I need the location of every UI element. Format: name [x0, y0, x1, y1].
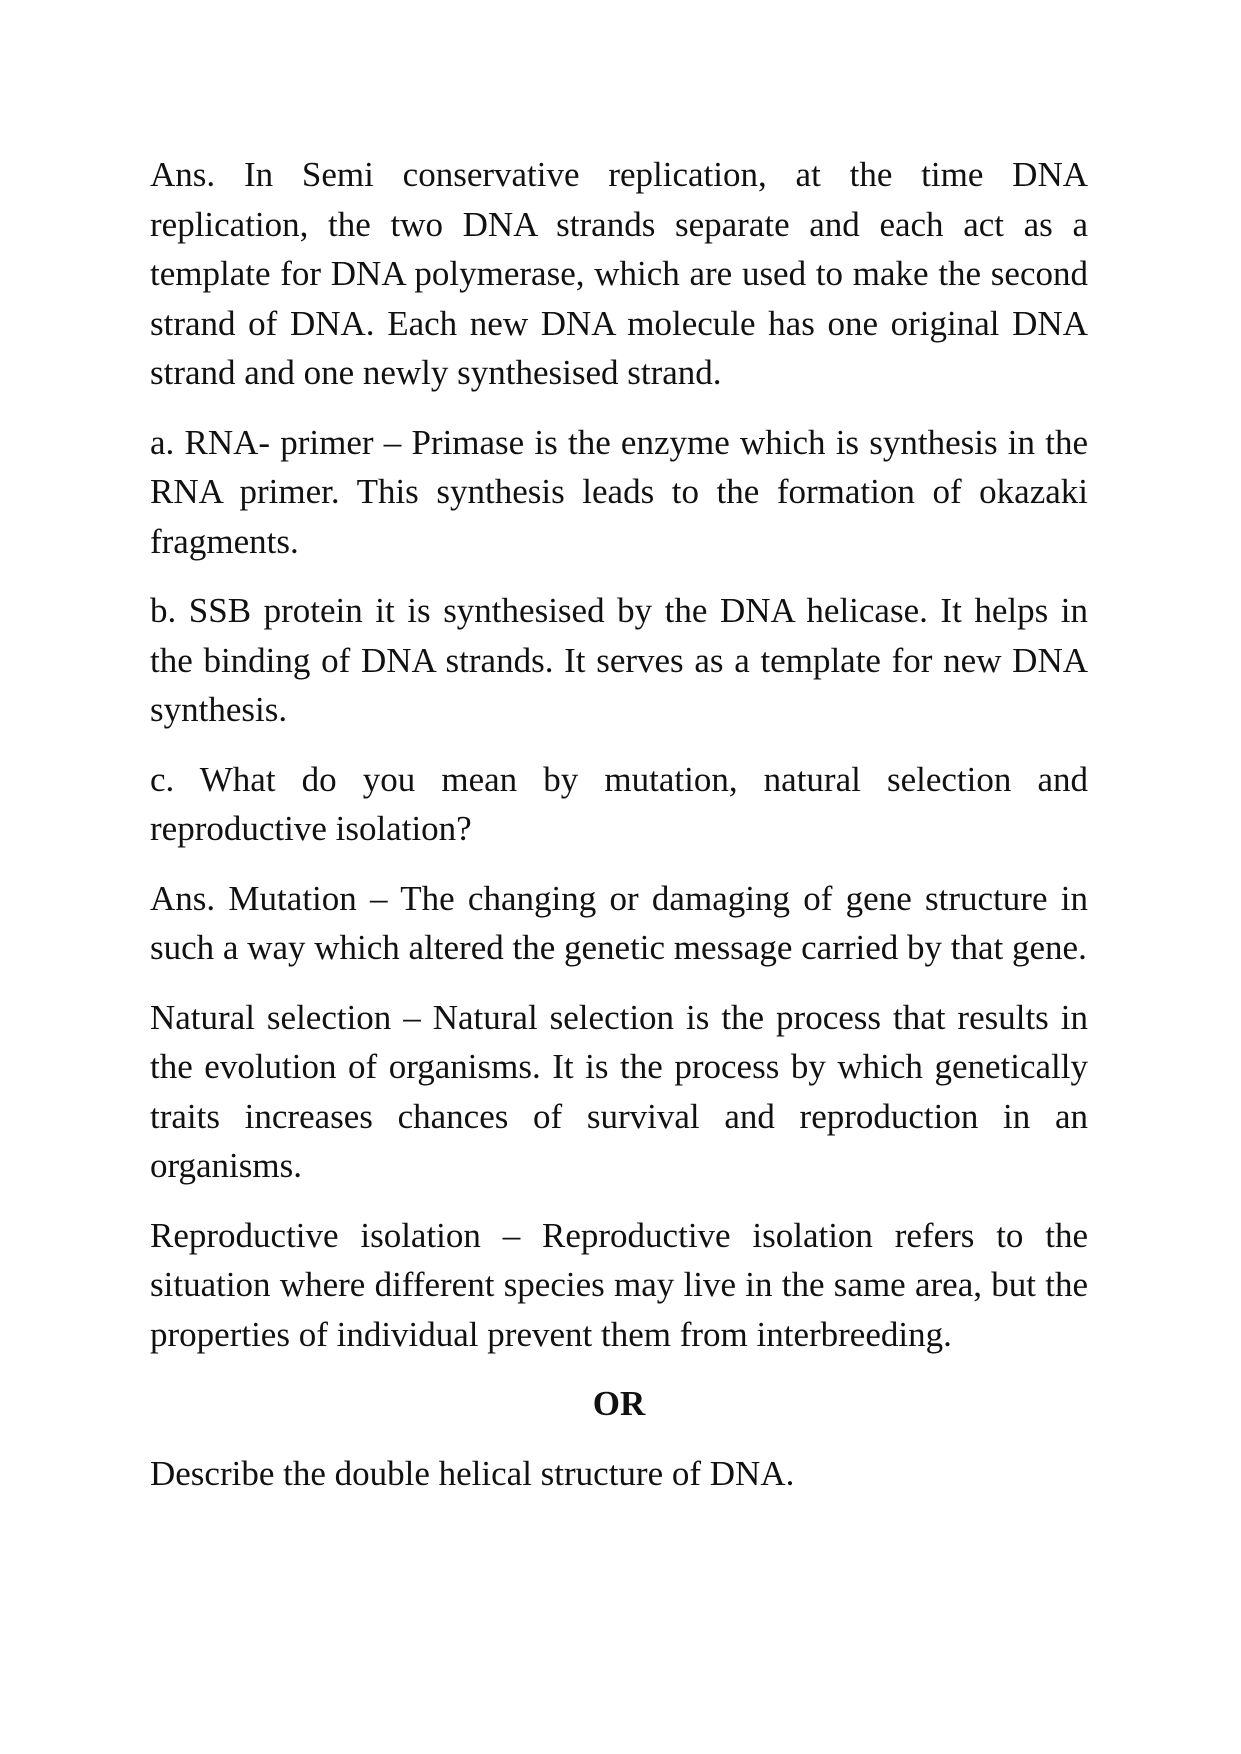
- answer-semi-conservative-replication: Ans. In Semi conservative replication, at the time DNA replication, the two DNA strands separate and each act as a template for DNA polymerase, which are used to make the second strand of DNA. Each new DNA molecule has one original DNA strand and one newly synthesised strand.: [150, 155, 1088, 392]
- answer-rna-primer: a. RNA- primer – Primase is the enzyme which is synthesis in the RNA primer. This synthesis leads to the formation of okazaki fragments.: [150, 422, 1088, 561]
- question-mutation-selection-isolation: c. What do you mean by mutation, natural selection and reproductive isolation?: [150, 759, 1088, 848]
- answer-natural-selection: Natural selection – Natural selection is the process that results in the evolution of organisms. It is the process by which genetically traits increases chances of survival and reproduction in an organisms.: [150, 997, 1088, 1185]
- answer-ssb-protein: b. SSB protein it is synthesised by the DNA helicase. It helps in the binding of DNA strands. It serves as a template for new DNA synthesis.: [150, 591, 1088, 729]
- answer-reproductive-isolation: Reproductive isolation – Reproductive isolation refers to the situation where different species may live in the same area, but the properties of individual prevent them from interbreeding.: [150, 1215, 1088, 1354]
- document-page: [150, 150, 1088, 1518]
- answer-mutation: Ans. Mutation – The changing or damaging of gene structure in such a way which altered the genetic message carried by that gene.: [150, 878, 1088, 967]
- or-separator-heading: OR: [592, 1384, 646, 1423]
- question-double-helix: Describe the double helical structure of DNA.: [150, 1453, 795, 1493]
